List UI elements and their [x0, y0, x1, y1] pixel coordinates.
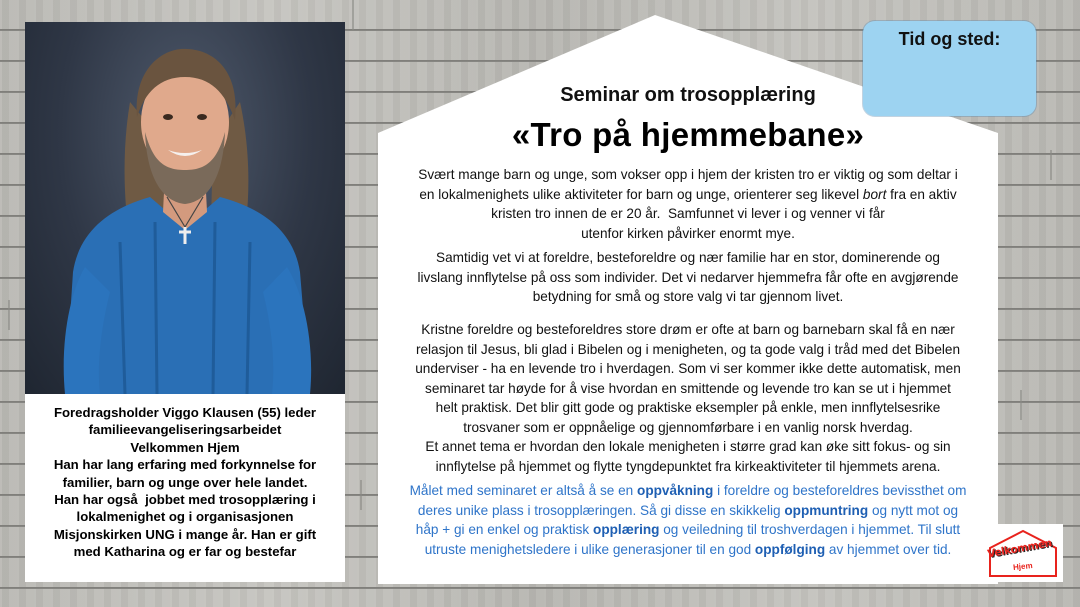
highlight-word: oppfølging: [754, 541, 826, 557]
text-run: av hjemmet over tid.: [825, 541, 952, 557]
paragraph-intro: [392, 165, 984, 243]
wood-seam: [1020, 390, 1022, 420]
paragraph-line: innflytelse på hjemmet og flytte tyngdepunktet fra kirkeaktiviteter til hjemmets arena.: [435, 458, 941, 474]
time-place-box: [863, 21, 1036, 116]
text-run: håp + gi en enkel og praktisk: [415, 522, 594, 537]
time-place-label: Tid og sted:: [898, 29, 1001, 49]
logo-text: Velkommen: [986, 537, 1053, 561]
bio-line: familieevangeliseringsarbeidet: [88, 422, 282, 438]
bio-line: familier, barn og unge over hele landet.: [62, 474, 308, 490]
text-run: en lokalmenighets ulike aktiviteter for barn og unge, orienterer seg likevel: [419, 186, 863, 202]
wood-seam: [1050, 150, 1052, 180]
paragraph-line: betydning for små og store valg vi tar gjennom livet.: [532, 289, 844, 304]
text-run: og nytt mot og: [868, 502, 959, 518]
highlight-word: oppvåkning: [637, 483, 714, 498]
text-run: Målet med seminaret er altså å se en: [409, 483, 638, 498]
bio-line: Foredragsholder Viggo Klausen (55) leder: [53, 405, 317, 420]
paragraph-line: livslang innflytelse på oss som individer. Det vi nedarver hjemmefra får ofte en avgjørende: [417, 269, 959, 285]
paragraph-line: underviser - ha en levende tro i hverdagen. Som vi ser kommer ikke dette automatisk, men: [415, 361, 961, 376]
paragraph-line: trosvaner som er oppnåelige og gjennomførbare i en vanlig norsk hverdag.: [463, 419, 913, 435]
speaker-bio-text: [25, 394, 345, 561]
bio-line: Han har lang erfaring med forkynnelse for: [53, 457, 317, 473]
bio-line: Misjonskirken UNG i mange år. Han er gift: [53, 526, 317, 542]
text-run: og veiledning til troshverdagen i hjemmet. Til slutt: [659, 522, 961, 537]
paragraph-goal: [392, 481, 984, 559]
wood-seam: [8, 300, 10, 330]
bio-line: lokalmenighet og i organisasjonen: [76, 509, 294, 525]
paragraph-family: [392, 248, 984, 307]
velkommen-hjem-logo: [983, 524, 1063, 582]
highlight-word: opplæring: [593, 522, 660, 537]
paragraph-line: Et annet tema er hvordan den lokale menigheten i større grad kan øke sitt fokus- og sin: [425, 439, 951, 454]
paragraph-line: utenfor kirken påvirker enormt mye.: [581, 225, 795, 241]
paragraph-line: kristen tro innen de er 20 år. Samfunnet vi lever i og venner vi får: [491, 206, 885, 221]
paragraph-line: relasjon til Jesus, bli glad i Bibelen og i menigheten, og ta gode valg i tråd med det Bibelen: [415, 341, 961, 357]
paragraph-line: seminaret tar høyde for å vise hvordan en smittende og levende tro kan se ut i hjemmet: [425, 380, 951, 396]
paragraph-line: Samtidig vet vi at foreldre, besteforeldre og nær familie har en stor, dominerende og: [436, 250, 940, 265]
paragraph-line: Svært mange barn og unge, som vokser opp i hjem der kristen tro er viktig og som deltar i: [418, 167, 958, 182]
seminar-subtitle: Seminar om trosopplæring: [560, 84, 816, 106]
wood-seam: [352, 0, 354, 30]
paragraph-line: [392, 185, 984, 205]
seminar-title: «Tro på hjemmebane»: [511, 116, 865, 153]
wood-seam: [360, 480, 362, 510]
italic-word: bort: [862, 186, 887, 202]
paragraph-line: [392, 501, 984, 521]
bio-line: Velkommen Hjem: [130, 439, 240, 455]
highlight-word: oppmuntring: [784, 502, 869, 518]
text-run: deres unike plass i trosopplæringen. Så gi disse en skikkelig: [417, 502, 785, 518]
paragraph-line: [392, 540, 984, 560]
text-run: utruste menighetsledere i ulike generasjoner til en god: [424, 541, 755, 557]
paragraph-dream: [392, 320, 984, 476]
speaker-bio: [25, 394, 345, 582]
bio-line: Han har også jobbet med trosopplæring i: [54, 492, 316, 508]
bio-line: med Katharina og er far og bestefar: [73, 544, 297, 560]
paragraph-line: helt praktisk. Det blir gitt gode og praktiske eksempler på enkle, men innflytelsesrike: [435, 400, 941, 415]
logo-subtext: Hjem: [1012, 561, 1033, 572]
speaker-portrait-image: [25, 22, 345, 394]
paragraph-line: [392, 481, 984, 501]
text-run: i foreldre og besteforeldres bevissthet om: [713, 483, 967, 498]
paragraph-line: Kristne foreldre og besteforeldres store drøm er ofte at barn og barnebarn skal få en nær: [421, 322, 955, 337]
text-run: fra en aktiv: [886, 186, 957, 202]
speaker-photo: [25, 22, 345, 394]
paragraph-line: [392, 520, 984, 540]
